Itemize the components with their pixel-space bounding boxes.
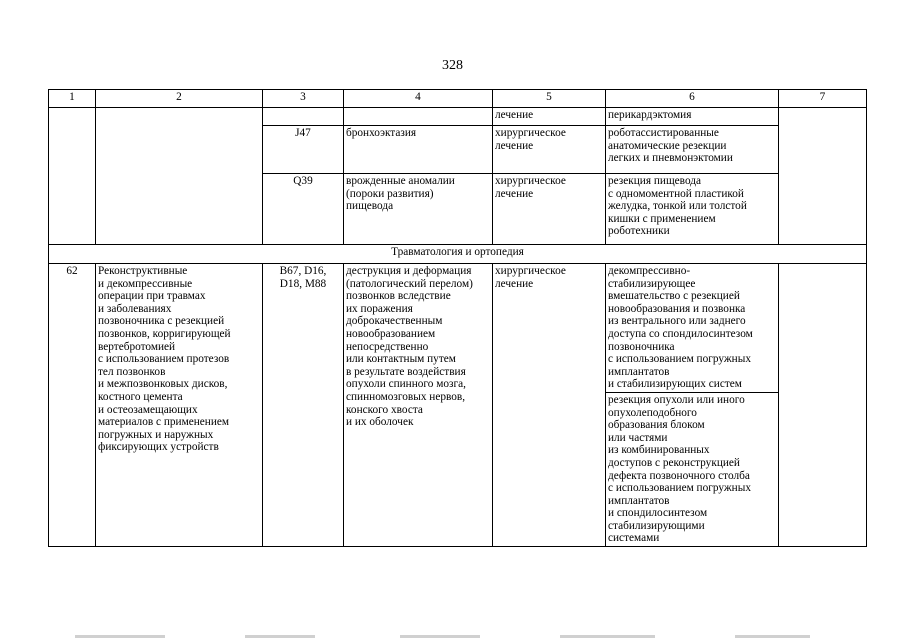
method-cell: резекция опухоли или иного опухолеподобного образования блоком или частями из комбинированных доступов с реконструкцией дефекта позвоночного столба с использованием погружных имплантатов и спондилосинтезом стабилизирующими системами: [606, 392, 779, 546]
header-row: [49, 90, 867, 108]
column-header-1: 1: [49, 90, 96, 108]
group-name-cell: [96, 108, 263, 245]
code-cell: B67, D16, D18, M88: [263, 264, 344, 547]
column-header-2: 2: [96, 90, 263, 108]
treatment-cell: лечение: [493, 108, 606, 126]
table-row: [49, 264, 867, 393]
column-header-4: 4: [344, 90, 493, 108]
method-cell: роботассистированные анатомические резекции легких и пневмонэктомии: [606, 126, 779, 174]
scan-edge-marks: [0, 633, 905, 640]
diagnosis-cell: врожденные аномалии (пороки развития) пищевода: [344, 174, 493, 245]
treatment-cell: хирургическое лечение: [493, 264, 606, 547]
group-number-cell: [49, 108, 96, 245]
diagnosis-cell: деструкция и деформация (патологический перелом) позвонков вследствие их поражения доброкачественным новообразованием непосредственно или контактным путем в результате воздействия опухоли спинного мозга, спинномозговых нервов, конского хвоста и их оболочек: [344, 264, 493, 547]
group-number-cell: 62: [49, 264, 96, 547]
section-row: [49, 245, 867, 264]
column-header-6: 6: [606, 90, 779, 108]
column-header-3: 3: [263, 90, 344, 108]
group-name-cell: Реконструктивные и декомпрессивные операции при травмах и заболеваниях позвоночника с резекцией позвонков, корригирующей вертебротомией с использованием протезов тел позвонков и межпозвонковых дисков, костного цемента и остеозамещающих материалов с применением погружных и наружных фиксирующих устройств: [96, 264, 263, 547]
method-cell: резекция пищевода с одномоментной пластикой желудка, тонкой или толстой кишки с применением роботехники: [606, 174, 779, 245]
norm-cell: [779, 108, 867, 245]
code-cell: Q39: [263, 174, 344, 245]
treatment-cell: хирургическое лечение: [493, 174, 606, 245]
diagnosis-cell: [344, 108, 493, 126]
table-row: [49, 108, 867, 126]
diagnosis-cell: бронхоэктазия: [344, 126, 493, 174]
procedures-table: [48, 89, 867, 547]
treatment-cell: хирургическое лечение: [493, 126, 606, 174]
column-header-7: 7: [779, 90, 867, 108]
method-cell: перикардэктомия: [606, 108, 779, 126]
section-title: Травматология и ортопедия: [49, 245, 867, 264]
page-number: 328: [442, 58, 463, 73]
code-cell: J47: [263, 126, 344, 174]
norm-cell: [779, 264, 867, 547]
column-header-5: 5: [493, 90, 606, 108]
code-cell: [263, 108, 344, 126]
method-cell: декомпрессивно- стабилизирующее вмешательство с резекцией новообразования и позвонка из вентрального или заднего доступа со спондилосинтезом позвоночника с использованием погружных имплантатов и стабилизирующих систем: [606, 264, 779, 393]
